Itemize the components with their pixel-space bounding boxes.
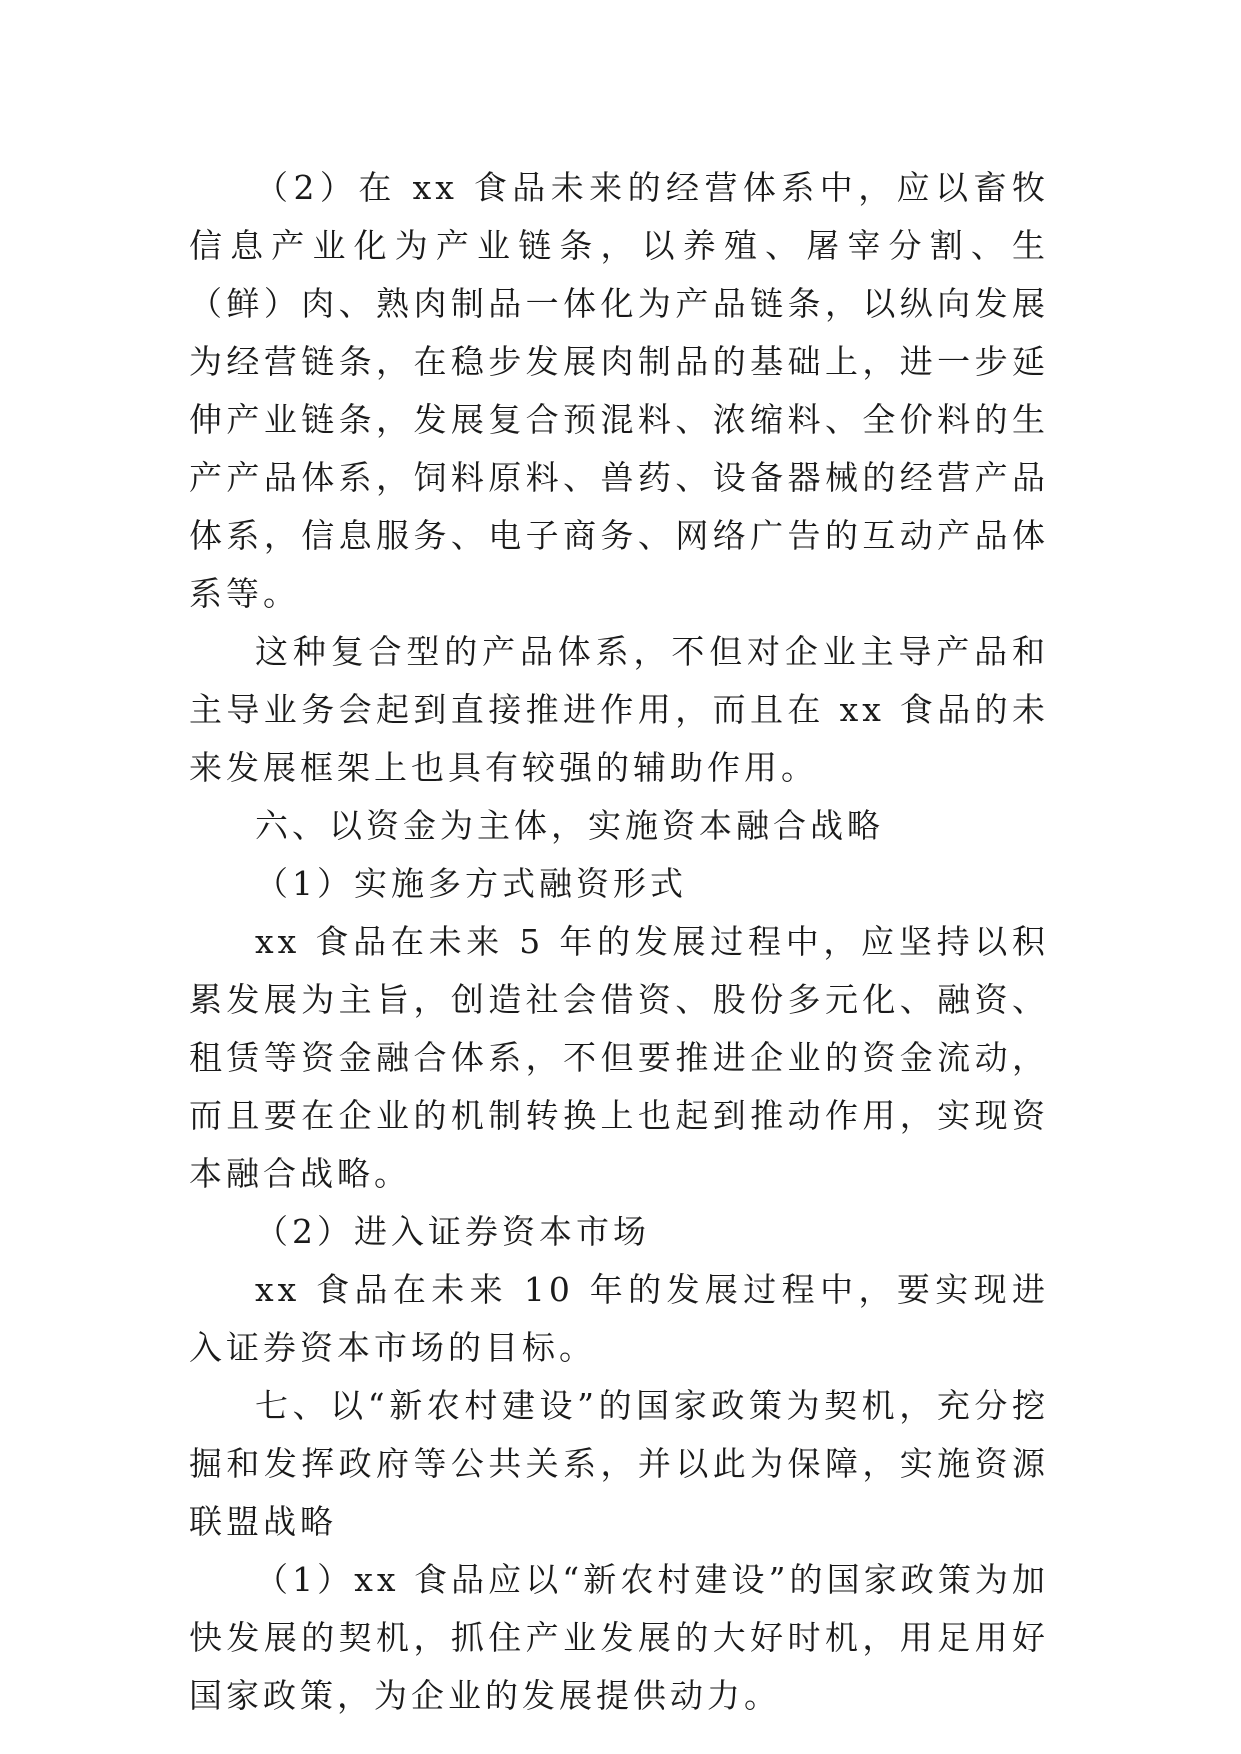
subheading-securities-market: （2）进入证券资本市场 bbox=[255, 1212, 650, 1251]
paragraph-new-countryside-policy: （1）xx 食品应以“新农村建设”的国家政策为加快发展的契机，抓住产业发展的大好时机，用足用好国家政策，为企业的发展提供动力。 bbox=[189, 1560, 1049, 1715]
heading-resource-alliance: 七、以“新农村建设”的国家政策为契机，充分挖掘和发挥政府等公共关系，并以此为保障，实施资源联盟战略 bbox=[189, 1386, 1049, 1541]
paragraph-securities-market: xx 食品在未来 10 年的发展过程中，要实现进入证券资本市场的目标。 bbox=[189, 1270, 1049, 1367]
subheading-financing: （1）实施多方式融资形式 bbox=[255, 864, 687, 903]
document-body bbox=[189, 159, 1049, 1725]
paragraph-composite-products: 这种复合型的产品体系，不但对企业主导产品和主导业务会起到直接推进作用，而且在 xx 食品的未来发展框架上也具有较强的辅助作用。 bbox=[189, 632, 1049, 787]
heading-capital-strategy: 六、以资金为主体，实施资本融合战略 bbox=[255, 806, 884, 845]
paragraph-product-system: （2）在 xx 食品未来的经营体系中，应以畜牧信息产业化为产业链条，以养殖、屠宰分割、生（鲜）肉、熟肉制品一体化为产品链条，以纵向发展为经营链条，在稳步发展肉制品的基础上，进一步延伸产业链条，发展复合预混料、浓缩料、全价料的生产产品体系，饲料原料、兽药、设备器械的经营产品体系，信息服务、电子商务、网络广告的互动产品体系等。 bbox=[189, 168, 1049, 613]
paragraph-financing: xx 食品在未来 5 年的发展过程中，应坚持以积累发展为主旨，创造社会借资、股份多元化、融资、租赁等资金融合体系，不但要推进企业的资金流动，而且要在企业的机制转换上也起到推动作用，实现资本融合战略。 bbox=[189, 922, 1049, 1193]
